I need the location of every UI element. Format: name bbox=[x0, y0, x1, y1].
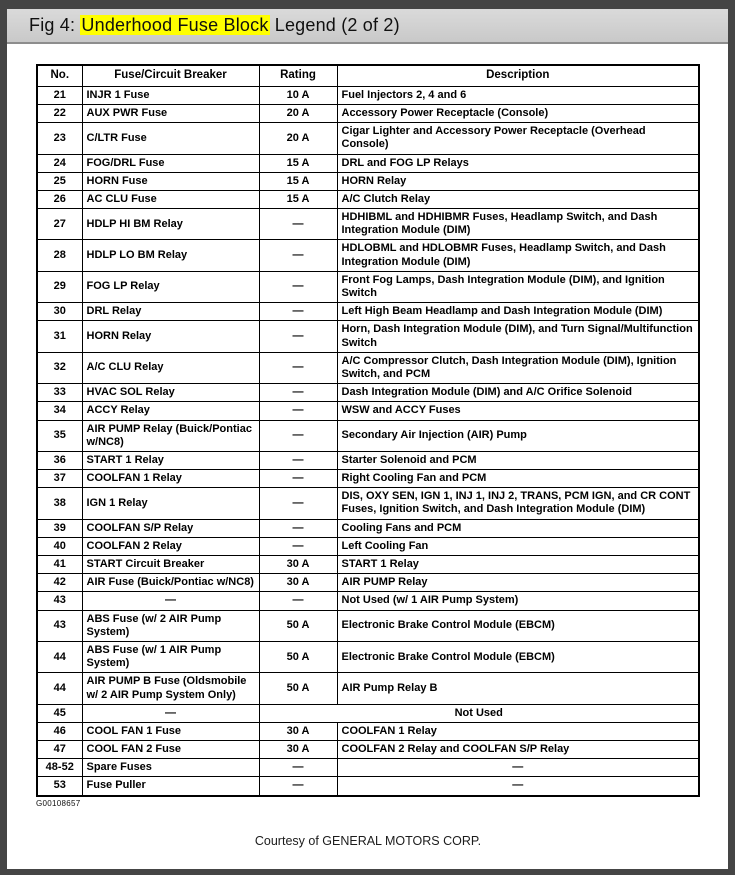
row-rating: 30 A bbox=[259, 574, 337, 592]
row-no: 25 bbox=[37, 172, 82, 190]
table-row bbox=[37, 741, 699, 759]
row-rating: 50 A bbox=[259, 641, 337, 672]
row-desc: — bbox=[337, 759, 699, 777]
row-fuse: HDLP HI BM Relay bbox=[82, 209, 259, 240]
table-row bbox=[37, 209, 699, 240]
table-row bbox=[37, 759, 699, 777]
row-no: 21 bbox=[37, 86, 82, 104]
row-desc-merged: Not Used bbox=[259, 704, 699, 722]
table-row bbox=[37, 537, 699, 555]
row-fuse: COOL FAN 2 Fuse bbox=[82, 741, 259, 759]
table-row bbox=[37, 777, 699, 796]
table-row bbox=[37, 488, 699, 519]
row-fuse: Spare Fuses bbox=[82, 759, 259, 777]
row-desc: Starter Solenoid and PCM bbox=[337, 451, 699, 469]
row-no: 23 bbox=[37, 123, 82, 154]
row-fuse: ABS Fuse (w/ 1 AIR Pump System) bbox=[82, 641, 259, 672]
row-rating: — bbox=[259, 420, 337, 451]
row-no: 43 bbox=[37, 610, 82, 641]
row-rating: 30 A bbox=[259, 741, 337, 759]
table-row bbox=[37, 420, 699, 451]
row-rating: — bbox=[259, 271, 337, 302]
row-rating: — bbox=[259, 209, 337, 240]
table-row bbox=[37, 519, 699, 537]
row-fuse: START Circuit Breaker bbox=[82, 556, 259, 574]
row-rating: 30 A bbox=[259, 722, 337, 740]
row-desc: DIS, OXY SEN, IGN 1, INJ 1, INJ 2, TRANS, PCM IGN, and CR CONT Fuses, Ignition Switch, and Dash Integration Module (DIM) bbox=[337, 488, 699, 519]
row-desc: Left Cooling Fan bbox=[337, 537, 699, 555]
table-row bbox=[37, 592, 699, 610]
table-row bbox=[37, 321, 699, 352]
row-desc: Right Cooling Fan and PCM bbox=[337, 470, 699, 488]
row-rating: — bbox=[259, 352, 337, 383]
row-no: 44 bbox=[37, 641, 82, 672]
row-no: 30 bbox=[37, 303, 82, 321]
row-fuse: HORN Fuse bbox=[82, 172, 259, 190]
row-fuse: START 1 Relay bbox=[82, 451, 259, 469]
table-row bbox=[37, 240, 699, 271]
row-fuse: Fuse Puller bbox=[82, 777, 259, 796]
table-row bbox=[37, 574, 699, 592]
row-desc: A/C Clutch Relay bbox=[337, 190, 699, 208]
row-rating: — bbox=[259, 488, 337, 519]
row-no: 43 bbox=[37, 592, 82, 610]
row-rating: — bbox=[259, 303, 337, 321]
row-rating: 15 A bbox=[259, 154, 337, 172]
row-rating: 10 A bbox=[259, 86, 337, 104]
row-fuse: ABS Fuse (w/ 2 AIR Pump System) bbox=[82, 610, 259, 641]
row-fuse: INJR 1 Fuse bbox=[82, 86, 259, 104]
row-fuse: AIR PUMP B Fuse (Oldsmobile w/ 2 AIR Pump System Only) bbox=[82, 673, 259, 704]
row-no: 53 bbox=[37, 777, 82, 796]
row-no: 46 bbox=[37, 722, 82, 740]
row-desc: Dash Integration Module (DIM) and A/C Orifice Solenoid bbox=[337, 384, 699, 402]
row-desc: COOLFAN 1 Relay bbox=[337, 722, 699, 740]
row-no: 38 bbox=[37, 488, 82, 519]
row-no: 37 bbox=[37, 470, 82, 488]
table-row bbox=[37, 610, 699, 641]
row-no: 33 bbox=[37, 384, 82, 402]
row-desc: Not Used (w/ 1 AIR Pump System) bbox=[337, 592, 699, 610]
table-row bbox=[37, 303, 699, 321]
row-rating: 15 A bbox=[259, 190, 337, 208]
row-rating: — bbox=[259, 537, 337, 555]
header-fuse: Fuse/Circuit Breaker bbox=[82, 65, 259, 86]
row-rating: 20 A bbox=[259, 104, 337, 122]
table-row bbox=[37, 722, 699, 740]
row-no: 45 bbox=[37, 704, 82, 722]
row-desc: AIR PUMP Relay bbox=[337, 574, 699, 592]
row-rating: — bbox=[259, 321, 337, 352]
table-row bbox=[37, 86, 699, 104]
row-fuse: HORN Relay bbox=[82, 321, 259, 352]
row-no: 26 bbox=[37, 190, 82, 208]
row-fuse: COOLFAN 2 Relay bbox=[82, 537, 259, 555]
row-desc: Electronic Brake Control Module (EBCM) bbox=[337, 641, 699, 672]
row-desc: HDHIBML and HDHIBMR Fuses, Headlamp Switch, and Dash Integration Module (DIM) bbox=[337, 209, 699, 240]
fuse-table-body bbox=[37, 86, 699, 795]
row-no: 27 bbox=[37, 209, 82, 240]
row-desc: A/C Compressor Clutch, Dash Integration Module (DIM), Ignition Switch, and PCM bbox=[337, 352, 699, 383]
row-desc: Horn, Dash Integration Module (DIM), and Turn Signal/Multifunction Switch bbox=[337, 321, 699, 352]
row-fuse: C/LTR Fuse bbox=[82, 123, 259, 154]
header-desc: Description bbox=[337, 65, 699, 86]
row-fuse: DRL Relay bbox=[82, 303, 259, 321]
row-no: 35 bbox=[37, 420, 82, 451]
title-prefix: Fig 4: bbox=[29, 15, 81, 35]
figure-code: G00108657 bbox=[36, 798, 81, 808]
row-fuse: A/C CLU Relay bbox=[82, 352, 259, 383]
row-desc: Front Fog Lamps, Dash Integration Module (DIM), and Ignition Switch bbox=[337, 271, 699, 302]
table-row bbox=[37, 641, 699, 672]
row-no: 44 bbox=[37, 673, 82, 704]
row-rating: 20 A bbox=[259, 123, 337, 154]
row-fuse: HDLP LO BM Relay bbox=[82, 240, 259, 271]
table-row bbox=[37, 704, 699, 722]
row-desc: START 1 Relay bbox=[337, 556, 699, 574]
row-rating: — bbox=[259, 592, 337, 610]
title-highlight: Underhood Fuse Block bbox=[81, 15, 269, 35]
row-no: 36 bbox=[37, 451, 82, 469]
title-suffix: Legend (2 of 2) bbox=[269, 15, 400, 35]
row-desc: AIR Pump Relay B bbox=[337, 673, 699, 704]
row-fuse: — bbox=[82, 592, 259, 610]
table-row bbox=[37, 190, 699, 208]
row-desc: COOLFAN 2 Relay and COOLFAN S/P Relay bbox=[337, 741, 699, 759]
row-rating: 50 A bbox=[259, 673, 337, 704]
row-rating: — bbox=[259, 402, 337, 420]
row-fuse: HVAC SOL Relay bbox=[82, 384, 259, 402]
row-rating: — bbox=[259, 240, 337, 271]
row-rating: 30 A bbox=[259, 556, 337, 574]
row-fuse: AC CLU Fuse bbox=[82, 190, 259, 208]
row-fuse: — bbox=[82, 704, 259, 722]
document-body bbox=[7, 44, 728, 848]
page-frame bbox=[7, 9, 728, 869]
table-row bbox=[37, 470, 699, 488]
row-desc: WSW and ACCY Fuses bbox=[337, 402, 699, 420]
row-no: 28 bbox=[37, 240, 82, 271]
row-no: 22 bbox=[37, 104, 82, 122]
row-no: 47 bbox=[37, 741, 82, 759]
row-fuse: COOL FAN 1 Fuse bbox=[82, 722, 259, 740]
row-no: 42 bbox=[37, 574, 82, 592]
row-desc: HDLOBML and HDLOBMR Fuses, Headlamp Switch, and Dash Integration Module (DIM) bbox=[337, 240, 699, 271]
row-no: 24 bbox=[37, 154, 82, 172]
row-fuse: AUX PWR Fuse bbox=[82, 104, 259, 122]
row-rating: — bbox=[259, 519, 337, 537]
table-row bbox=[37, 352, 699, 383]
table-row bbox=[37, 104, 699, 122]
row-desc: HORN Relay bbox=[337, 172, 699, 190]
row-rating: — bbox=[259, 777, 337, 796]
row-no: 41 bbox=[37, 556, 82, 574]
row-desc: DRL and FOG LP Relays bbox=[337, 154, 699, 172]
row-fuse: IGN 1 Relay bbox=[82, 488, 259, 519]
row-no: 31 bbox=[37, 321, 82, 352]
table-row bbox=[37, 451, 699, 469]
table-row bbox=[37, 673, 699, 704]
row-fuse: FOG/DRL Fuse bbox=[82, 154, 259, 172]
table-row bbox=[37, 271, 699, 302]
row-no: 39 bbox=[37, 519, 82, 537]
row-rating: 15 A bbox=[259, 172, 337, 190]
row-rating: 50 A bbox=[259, 610, 337, 641]
row-rating: — bbox=[259, 451, 337, 469]
table-row bbox=[37, 384, 699, 402]
row-desc: Fuel Injectors 2, 4 and 6 bbox=[337, 86, 699, 104]
table-row bbox=[37, 556, 699, 574]
row-fuse: COOLFAN S/P Relay bbox=[82, 519, 259, 537]
row-desc: Cigar Lighter and Accessory Power Receptacle (Overhead Console) bbox=[337, 123, 699, 154]
table-row bbox=[37, 172, 699, 190]
row-rating: — bbox=[259, 470, 337, 488]
courtesy-note: Courtesy of GENERAL MOTORS CORP. bbox=[254, 833, 482, 848]
row-desc: — bbox=[337, 777, 699, 796]
row-rating: — bbox=[259, 759, 337, 777]
figure-header-bar bbox=[7, 9, 728, 44]
row-desc: Secondary Air Injection (AIR) Pump bbox=[337, 420, 699, 451]
table-row bbox=[37, 123, 699, 154]
row-fuse: AIR Fuse (Buick/Pontiac w/NC8) bbox=[82, 574, 259, 592]
row-rating: — bbox=[259, 384, 337, 402]
row-no: 34 bbox=[37, 402, 82, 420]
row-no: 32 bbox=[37, 352, 82, 383]
header-no: No. bbox=[37, 65, 82, 86]
row-fuse: ACCY Relay bbox=[82, 402, 259, 420]
table-row bbox=[37, 402, 699, 420]
row-desc: Electronic Brake Control Module (EBCM) bbox=[337, 610, 699, 641]
table-header-row bbox=[37, 65, 699, 86]
row-no: 48-52 bbox=[37, 759, 82, 777]
row-fuse: FOG LP Relay bbox=[82, 271, 259, 302]
row-desc: Accessory Power Receptacle (Console) bbox=[337, 104, 699, 122]
row-no: 40 bbox=[37, 537, 82, 555]
header-rating: Rating bbox=[259, 65, 337, 86]
row-fuse: AIR PUMP Relay (Buick/Pontiac w/NC8) bbox=[82, 420, 259, 451]
row-fuse: COOLFAN 1 Relay bbox=[82, 470, 259, 488]
fuse-legend-table bbox=[36, 64, 700, 797]
table-row bbox=[37, 154, 699, 172]
page-title bbox=[29, 15, 400, 36]
row-desc: Cooling Fans and PCM bbox=[337, 519, 699, 537]
row-desc: Left High Beam Headlamp and Dash Integration Module (DIM) bbox=[337, 303, 699, 321]
row-no: 29 bbox=[37, 271, 82, 302]
